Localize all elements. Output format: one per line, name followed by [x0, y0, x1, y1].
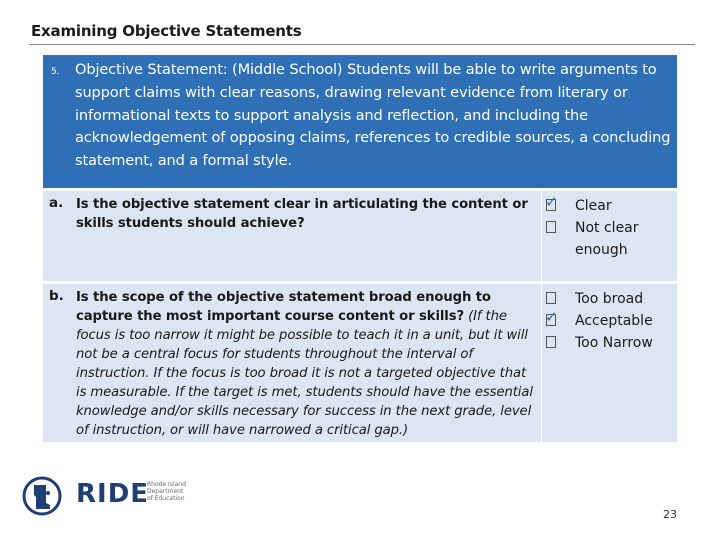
- objective-statement-box: [43, 55, 677, 188]
- option-label: Clear: [575, 198, 612, 214]
- ride-state-logo-icon: [22, 473, 62, 519]
- objective-text: Objective Statement: (Middle School) Students will be able to write arguments to support claims with clear reasons, drawing relevant evidence from literary or informational texts to support analysis and reflection, and including the acknowledgement of opposing claims, references to credible sources, a concluding statement, and a formal style.: [75, 61, 671, 170]
- question-italic-text: (If the focus is too narrow it might be possible to teach it in a unit, but it will not be a central focus for students throughout the interval of instruction. If the focus is too broad it is not a targeted objective that is measurable. If the target is met, students should have the essential knowledge and/or skills necessary for success in the next grade, level of instruction, or will have narrowed a critical gap.): [76, 309, 533, 438]
- question-letter: b.: [49, 288, 64, 304]
- question-bold-text: Is the scope of the objective statement broad enough to capture the most important course content or skills?: [76, 290, 491, 324]
- option-label: Not clear enough: [575, 220, 639, 258]
- question-bold-text: Is the objective statement clear in articulating the content or skills students should achieve?: [76, 197, 528, 231]
- options-a: [542, 191, 677, 281]
- ride-logo-subtext: Rhode Island Department of Education: [147, 481, 186, 502]
- options-b: [542, 284, 677, 442]
- slide-title: Examining Objective Statements: [31, 22, 302, 40]
- checkbox[interactable]: [546, 336, 556, 348]
- option-label: Too Narrow: [575, 335, 653, 351]
- option-label: Acceptable: [575, 313, 653, 329]
- checkbox[interactable]: [546, 221, 556, 233]
- question-row-a: [43, 191, 541, 281]
- checkmark-icon: ✓: [545, 308, 558, 326]
- option-label: Too broad: [575, 291, 644, 307]
- checkmark-icon: ✓: [545, 193, 558, 211]
- page-number: 23: [663, 508, 677, 521]
- question-text: [76, 195, 536, 233]
- question-row-b: [43, 284, 541, 442]
- checkbox[interactable]: [546, 292, 556, 304]
- question-letter: a.: [49, 195, 64, 211]
- title-divider: [29, 44, 695, 45]
- question-text: [76, 288, 536, 440]
- objective-number: 5.: [51, 67, 60, 77]
- ride-logo-text: RIDE: [76, 479, 150, 509]
